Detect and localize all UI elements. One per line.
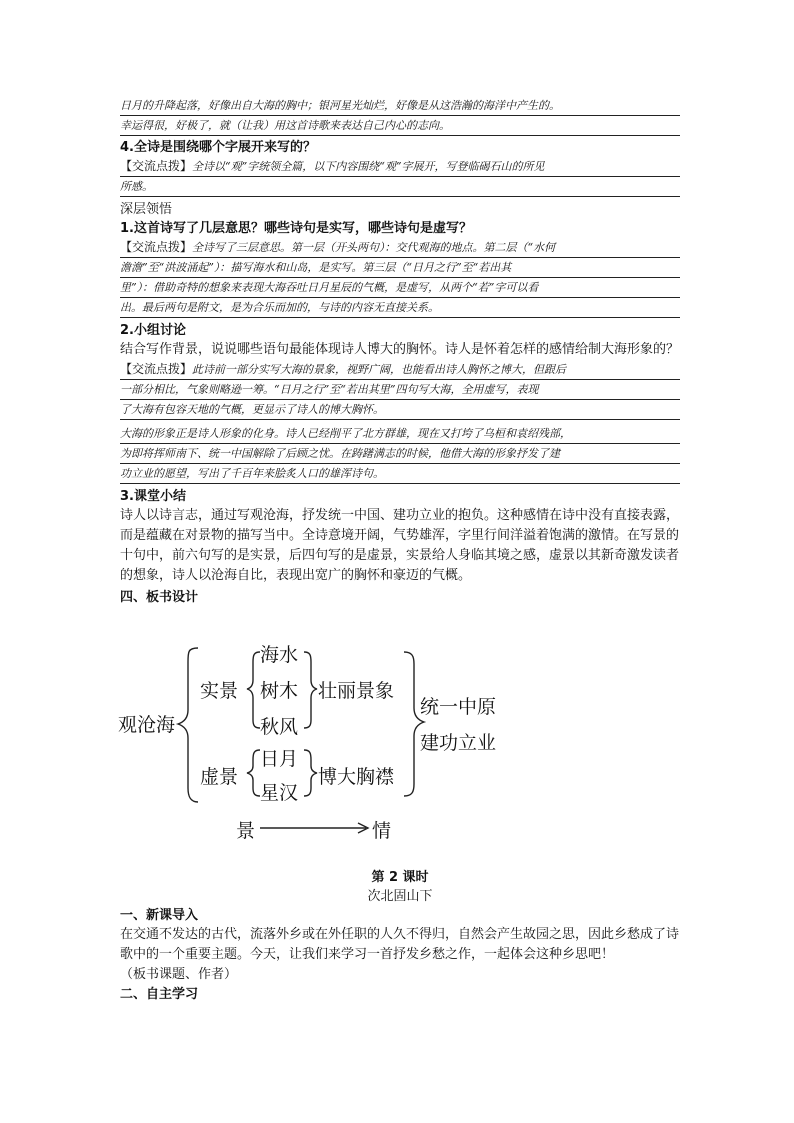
handwritten-line: 幸运得很，好极了，就（让我）用这首诗歌来表达自己内心的志向。 — [120, 116, 680, 136]
question-2-title: 2.小组讨论 — [120, 323, 186, 338]
board-virtual-item: 星汉 — [260, 782, 299, 804]
question-4-title: 4.全诗是围绕哪个字展开来写的？ — [120, 140, 316, 155]
tip-tag: 【交流点拨】 — [120, 362, 193, 376]
answer-text: 全诗以“观”字统领全篇，以下内容围绕“观”字展开，写登临碣石山的所见 — [192, 160, 545, 173]
board-real-item: 海水 — [260, 644, 299, 666]
section-deep-heading: 深层领悟 — [120, 202, 173, 217]
intro-heading: 一、新课导入 — [120, 908, 199, 923]
lesson-2-section — [120, 868, 680, 1004]
tip-tag: 【交流点拨】 — [120, 240, 193, 254]
lesson-2-title: 第 2 课时 — [371, 870, 429, 885]
answer-4 — [120, 157, 680, 177]
summary-body: 诗人以诗言志，通过写观沧海，抒发统一中国、建功立业的抱负。这种感情在诗中没有直接表露，而是蕴藏在对景物的描写当中。全诗意境开阔，气势雄浑，字里行间洋溢着饱满的激情。在写景的十句中，前六句写的是实景，后四句写的是虚景，实景给人身临其境之感，虚景以其新奇激发读者的想象，诗人以沧海自比，表现出宽广的胸怀和豪迈的气概。 — [120, 508, 680, 583]
answer-4-cont: 所感。 — [120, 177, 680, 197]
handwritten-line: 日月的升降起落，好像出自大海的胸中；银河星光灿烂，好像是从这浩瀚的海洋中产生的。 — [120, 96, 680, 116]
answer-text: 全诗写了三层意思。第一层（开头两句）：交代观海的地点。第二层（“水何 — [192, 241, 556, 254]
intro-body: 在交通不发达的古代，流落外乡或在外任职的人久不得归，自然会产生故园之思，因此乡愁成了诗歌中的一个重要主题。今天，让我们来学习一首抒发乡愁之作，一起体会这种乡思吧！ — [120, 927, 680, 962]
intro-note: （板书课题、作者） — [120, 967, 238, 982]
board-real-item: 树木 — [260, 680, 299, 702]
answer-text: 此诗前一部分实写大海的景象，视野广阔，也能看出诗人胸怀之博大，但跟后 — [192, 363, 567, 376]
question-2-body: 结合写作背景，说说哪些语句最能体现诗人博大的胸怀。诗人是怀着怎样的感情给制大海形象的？ — [120, 342, 680, 357]
board-real-item: 秋风 — [260, 716, 299, 738]
lesson-2-subtitle: 次北固山下 — [367, 889, 433, 904]
answer-2-line: 一部分相比，气象则略逊一筹。“日月之行”至“若出其里”四句写大海，全用虚写，表现 — [120, 380, 680, 400]
board-real-result: 壮丽景象 — [318, 680, 395, 702]
answer-2 — [120, 360, 680, 380]
board-real: 实景 — [200, 680, 239, 702]
answer-2-line: 为即将挥师南下、统一中国解除了后顾之忧。在踌躇满志的时候，他借大海的形象抒发了建 — [120, 444, 680, 464]
answer-1-line: 澹澹”至“洪波涌起”）：描写海水和山岛，是实写。第三层（“日月之行”至“若出其 — [120, 258, 680, 278]
board-goal: 建功立业 — [420, 732, 497, 754]
answer-2-line: 了大海有包容天地的气概，更显示了诗人的博大胸怀。 — [120, 400, 680, 420]
board-from: 景 — [236, 820, 256, 842]
board-virtual: 虚景 — [200, 766, 239, 788]
self-study-heading: 二、自主学习 — [120, 987, 199, 1002]
answer-2-line: 大海的形象正是诗人形象的化身。诗人已经削平了北方群雄，现在又打垮了乌桓和袁绍残部， — [120, 424, 680, 444]
board-to: 情 — [372, 820, 392, 842]
answer-1-line: 出。最后两句是附文，是为合乐而加的，与诗的内容无直接关系。 — [120, 298, 680, 318]
board-virtual-result: 博大胸襟 — [318, 766, 395, 788]
board-root: 观沧海 — [118, 714, 176, 736]
board-virtual-item: 日月 — [260, 748, 299, 770]
board-goal: 统一中原 — [420, 696, 497, 718]
board-heading: 四、板书设计 — [120, 590, 199, 605]
document-body — [120, 96, 680, 607]
question-1-title: 1.这首诗写了几层意思？哪些诗句是实写，哪些诗句是虚写？ — [120, 221, 472, 236]
summary-title: 3.课堂小结 — [120, 489, 186, 504]
answer-1 — [120, 238, 680, 258]
board-design-diagram — [118, 638, 538, 848]
tip-tag: 【交流点拨】 — [120, 159, 193, 173]
answer-2-line: 功立业的愿望，写出了千百年来脍炙人口的雄浑诗句。 — [120, 464, 680, 484]
answer-1-line: 里”）：借助奇特的想象来表现大海吞吐日月星辰的气概，是虚写，从两个“若”字可以看 — [120, 278, 680, 298]
